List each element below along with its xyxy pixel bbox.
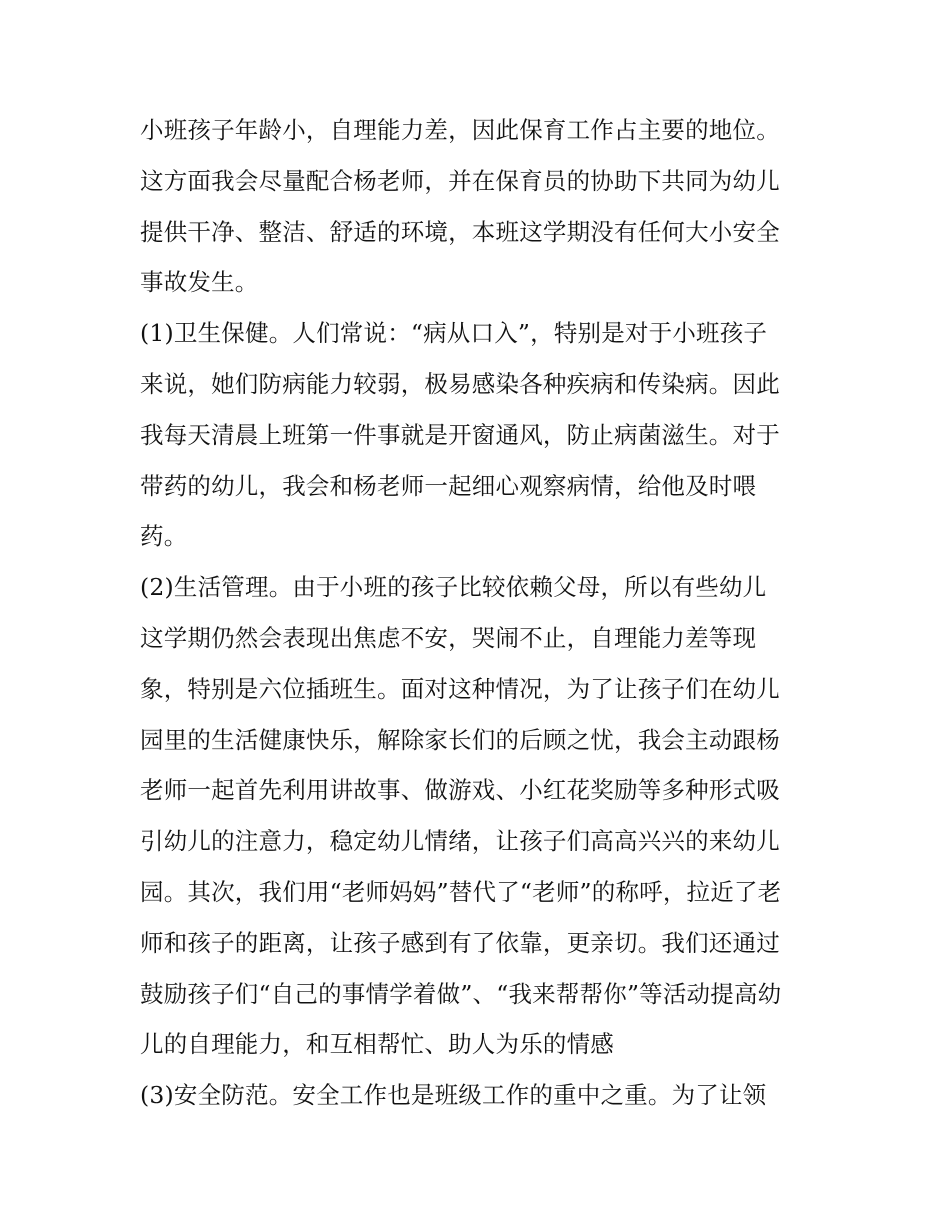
text-line: 提供干净、整洁、舒适的环境，本班这学期没有任何大小安全	[140, 217, 780, 246]
text-line: 园里的生活健康快乐，解除家长们的后顾之忧，我会主动跟杨	[140, 725, 780, 754]
text-line: 师和孩子的距离，让孩子感到有了依靠，更亲切。我们还通过	[140, 928, 780, 957]
text-line: 事故发生。	[140, 268, 259, 297]
text-line: 药。	[140, 522, 188, 551]
text-line: 象，特别是六位插班生。面对这种情况，为了让孩子们在幼儿	[140, 674, 780, 703]
text-line: (3)安全防范。安全工作也是班级工作的重中之重。为了让领	[140, 1081, 767, 1110]
text-line: (1)卫生保健。人们常说：“病从口入”，特别是对于小班孩子	[140, 319, 768, 348]
text-line: 引幼儿的注意力，稳定幼儿情绪，让孩子们高高兴兴的来幼儿	[140, 827, 780, 856]
text-line: 儿的自理能力，和互相帮忙、助人为乐的情感	[140, 1030, 614, 1059]
text-line: 老师一起首先利用讲故事、做游戏、小红花奖励等多种形式吸	[140, 776, 780, 805]
text-line: (2)生活管理。由于小班的孩子比较依赖父母，所以有些幼儿	[140, 573, 767, 602]
text-line: 鼓励孩子们“自己的事情学着做”、“我来帮帮你”等活动提高幼	[140, 979, 782, 1008]
text-line: 这学期仍然会表现出焦虑不安，哭闹不止，自理能力差等现	[140, 623, 757, 652]
text-line: 带药的幼儿，我会和杨老师一起细心观察病情，给他及时喂	[140, 471, 757, 500]
text-line: 小班孩子年龄小，自理能力差，因此保育工作占主要的地位。	[140, 116, 780, 144]
document-body	[140, 105, 820, 1121]
text-line: 我每天清晨上班第一件事就是开窗通风，防止病菌滋生。对于	[140, 420, 780, 449]
text-line: 这方面我会尽量配合杨老师，并在保育员的协助下共同为幼儿	[140, 166, 780, 195]
text-line: 来说，她们防病能力较弱，极易感染各种疾病和传染病。因此	[140, 369, 780, 398]
text-line: 园。其次，我们用“老师妈妈”替代了“老师”的称呼，拉近了老	[140, 877, 782, 906]
